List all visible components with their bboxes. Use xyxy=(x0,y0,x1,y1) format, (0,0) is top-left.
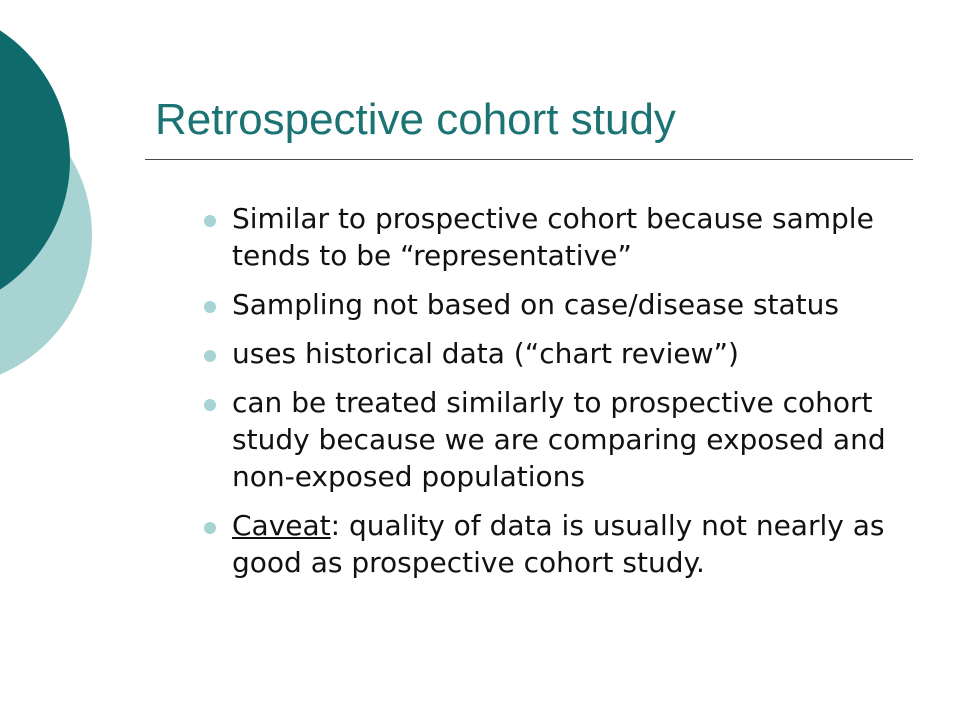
bullet-text: : quality of data is usually not nearly as good as prospective cohort study. xyxy=(232,509,885,579)
bullet-item xyxy=(232,507,912,581)
bullet-text: can be treated similarly to prospective cohort study because we are comparing exposed and non-exposed populations xyxy=(232,386,886,493)
bullet-list xyxy=(232,200,912,593)
bullet-item xyxy=(232,200,912,274)
slide-title: Retrospective cohort study xyxy=(155,95,676,144)
bullet-dot-icon xyxy=(204,399,216,411)
bullet-text: uses historical data (“chart review”) xyxy=(232,337,739,370)
bullet-dot-icon xyxy=(204,215,216,227)
bullet-text: Similar to prospective cohort because sample tends to be “representative” xyxy=(232,202,874,272)
bullet-item xyxy=(232,384,912,495)
bullet-text: Sampling not based on case/disease status xyxy=(232,288,839,321)
title-divider xyxy=(145,159,913,160)
caveat-label: Caveat xyxy=(232,509,331,542)
bullet-dot-icon xyxy=(204,350,216,362)
bullet-dot-icon xyxy=(204,522,216,534)
decorative-circles xyxy=(0,0,100,400)
bullet-dot-icon xyxy=(204,301,216,313)
bullet-item xyxy=(232,335,912,372)
bullet-item xyxy=(232,286,912,323)
